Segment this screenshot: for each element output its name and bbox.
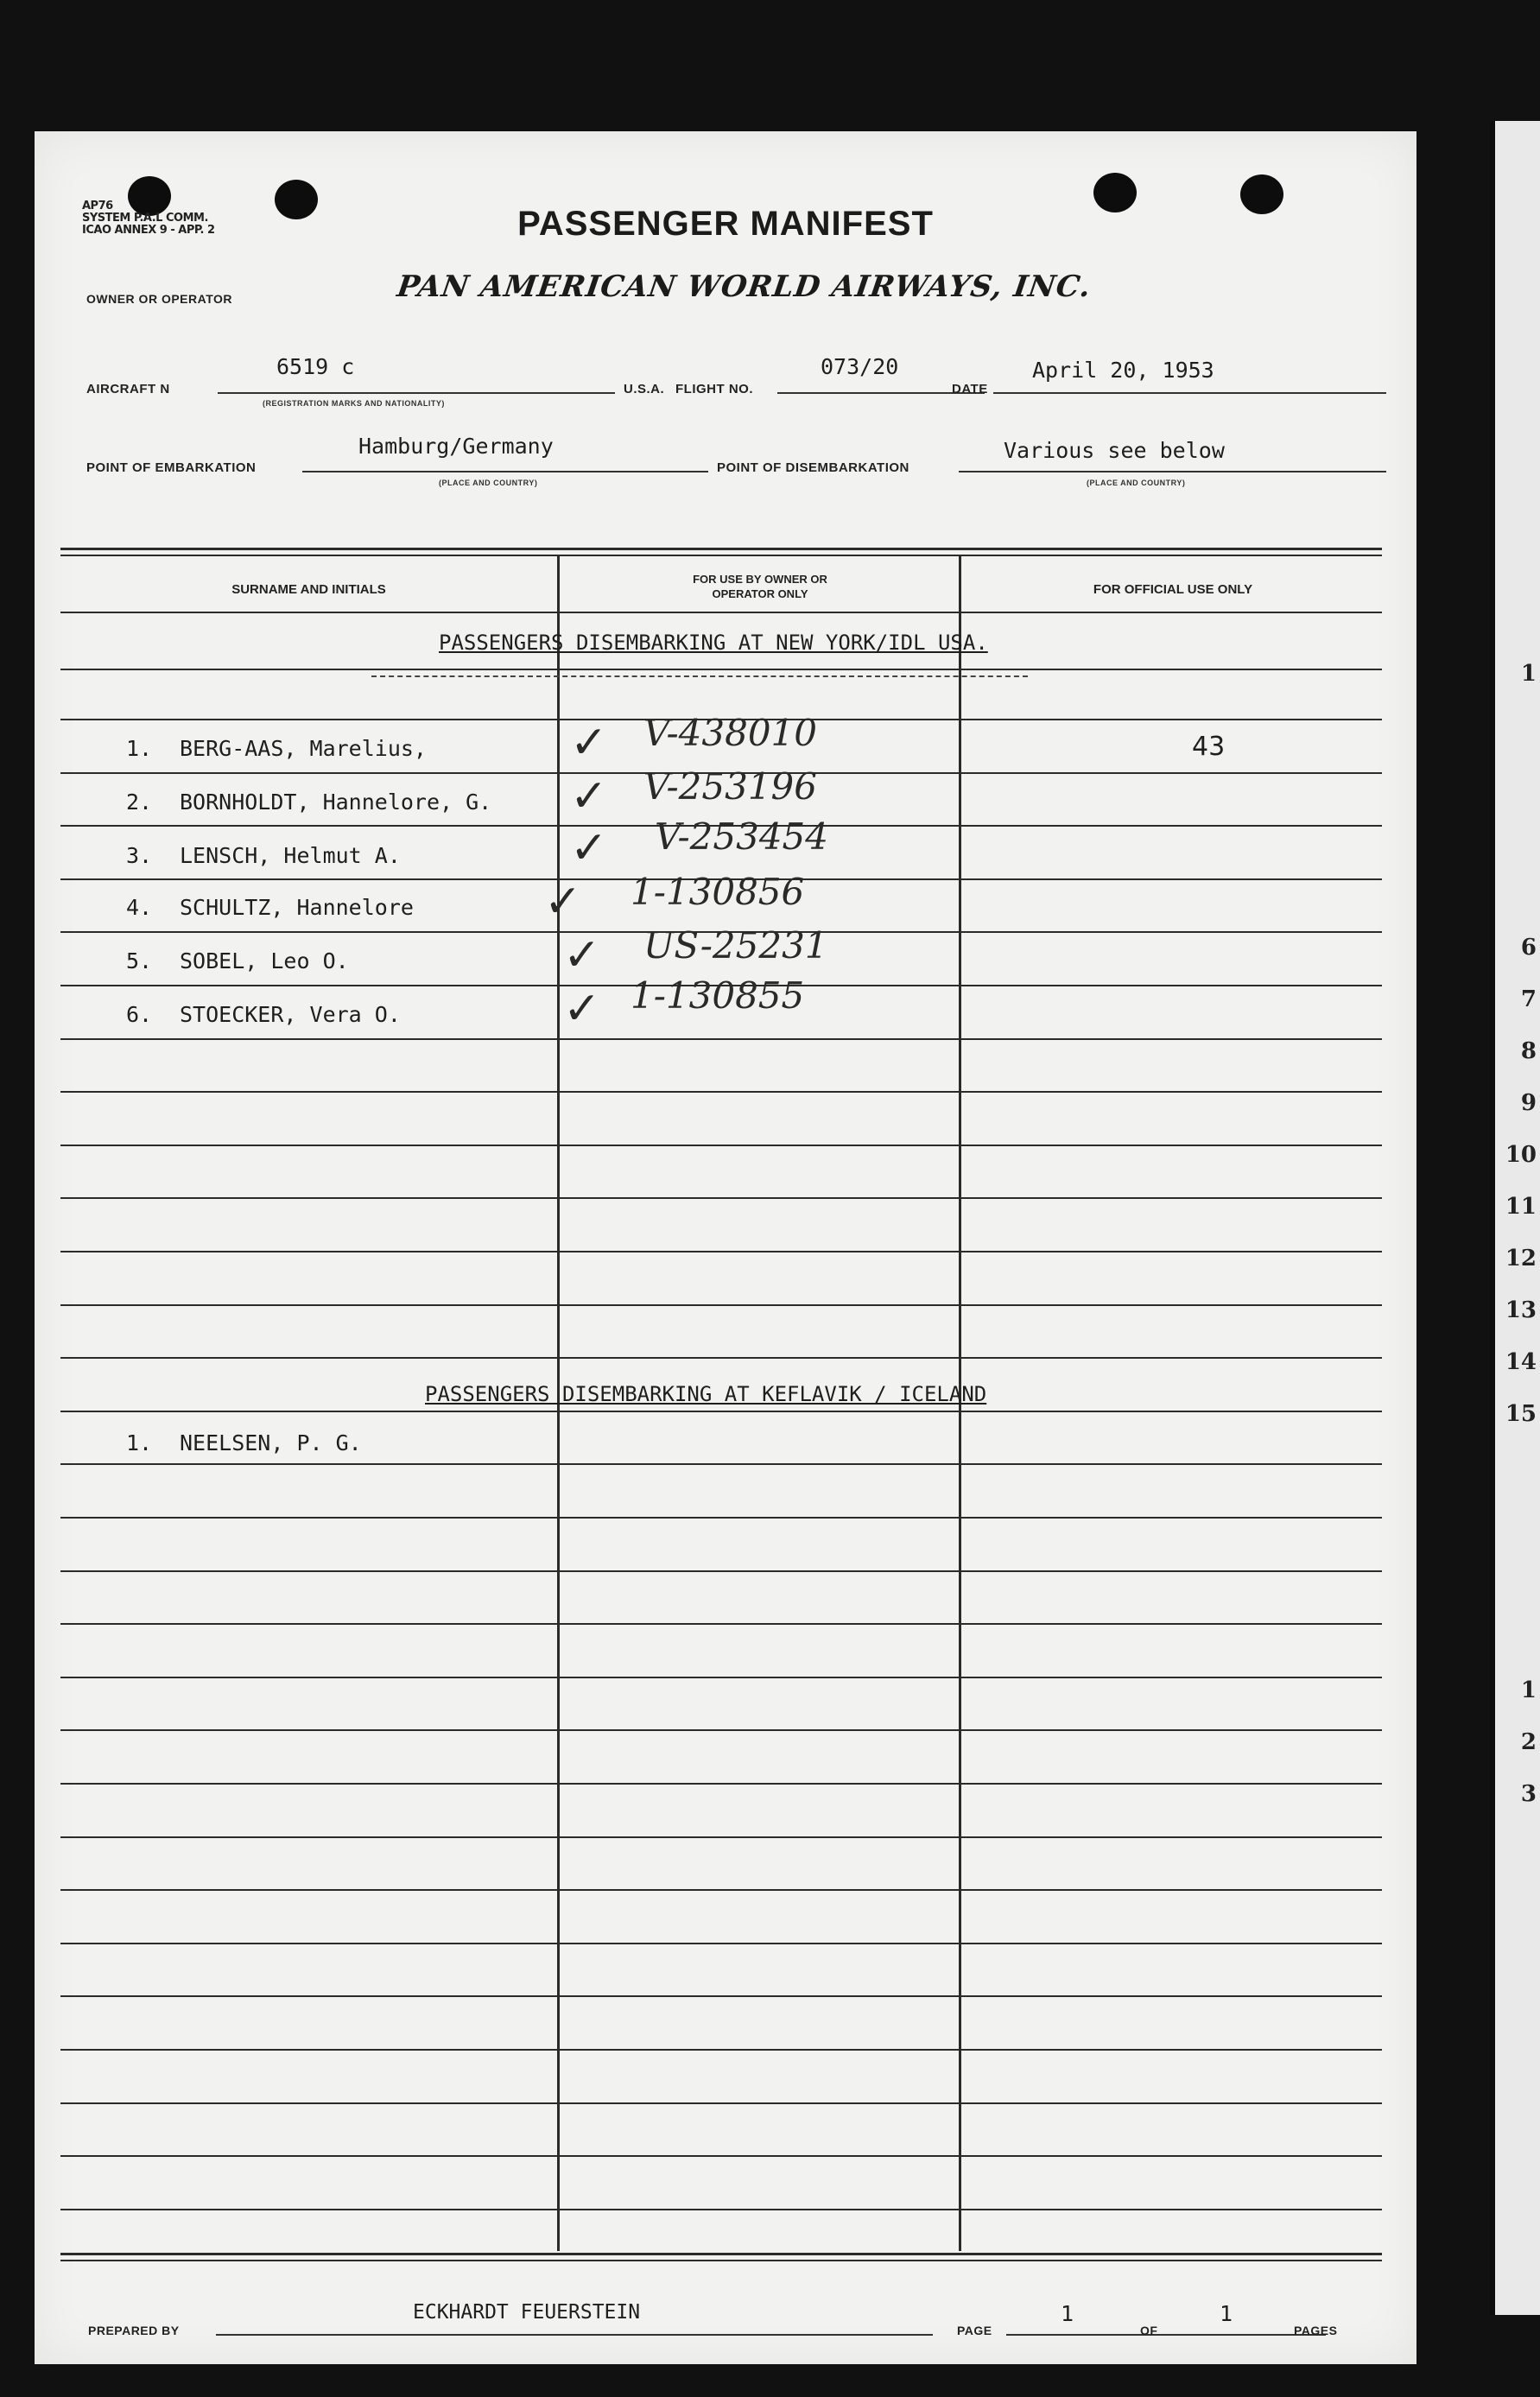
- aircraft-underline: [218, 392, 615, 394]
- adjacent-page-number: 6: [1520, 935, 1537, 961]
- embarkation-label: POINT OF EMBARKATION: [86, 460, 257, 475]
- flight-value: 073/20: [821, 354, 899, 379]
- table-rule-line: [60, 1943, 1382, 1944]
- owner-use-column-header: FOR USE BY OWNER OR OPERATOR ONLY: [693, 573, 827, 600]
- passenger-number: 6.: [126, 1002, 153, 1027]
- table-bottom-border: [60, 2253, 1382, 2255]
- page-label: PAGE: [957, 2324, 992, 2337]
- prepared-by-underline: [216, 2334, 933, 2336]
- adjacent-page-number: 7: [1520, 986, 1537, 1012]
- owner-note: 1-130855: [631, 974, 805, 1017]
- flight-label: FLIGHT NO.: [675, 382, 753, 396]
- prepared-by-value: ECKHARDT FEUERSTEIN: [413, 2301, 641, 2324]
- section-heading-new-york: PASSENGERS DISEMBARKING AT NEW YORK/IDL USA.: [439, 631, 988, 655]
- owner-note: US-25231: [643, 924, 828, 967]
- section-heading-keflavik: PASSENGERS DISEMBARKING AT KEFLAVIK / ICELAND: [425, 1382, 987, 1406]
- passenger-name: LENSCH, Helmut A.: [180, 843, 401, 868]
- adjacent-page-number: 12: [1505, 1246, 1537, 1271]
- adjacent-page-number: 10: [1505, 1142, 1537, 1168]
- adjacent-page-number: 9: [1520, 1090, 1537, 1116]
- aircraft-value: 6519 c: [276, 354, 355, 379]
- passenger-number: 1.: [126, 736, 153, 761]
- table-rule-line: [60, 1729, 1382, 1731]
- owner-note: V-253454: [655, 815, 828, 858]
- passenger-number: 3.: [126, 843, 153, 868]
- airline-name: PAN AMERICAN WORLD AIRWAYS, INC.: [395, 270, 1093, 304]
- table-rule-line: [60, 2049, 1382, 2051]
- official-use-column-header: FOR OFFICIAL USE ONLY: [1093, 582, 1253, 597]
- prepared-by-label: PREPARED BY: [88, 2324, 180, 2337]
- table-rule-line: [60, 2102, 1382, 2104]
- table-rule-line: [60, 1995, 1382, 1997]
- owner-note: V-253196: [643, 765, 817, 808]
- passenger-name: NEELSEN, P. G.: [180, 1430, 362, 1455]
- table-rule-line: [60, 1091, 1382, 1093]
- table-rule-line: [60, 1304, 1382, 1306]
- embarkation-underline: [302, 471, 708, 472]
- adjacent-page-number: 11: [1505, 1194, 1537, 1220]
- disembarkation-label: POINT OF DISEMBARKATION: [717, 460, 909, 475]
- pages-label: PAGES: [1294, 2324, 1338, 2337]
- surname-column-header: SURNAME AND INITIALS: [231, 582, 386, 597]
- table-rule-line: [60, 1463, 1382, 1465]
- table-rule-line: [60, 1038, 1382, 1040]
- adjacent-page-number: 1: [1520, 1677, 1537, 1703]
- table-rule-line: [60, 1357, 1382, 1359]
- disembarkation-value: Various see below: [1004, 438, 1225, 463]
- passenger-name: STOECKER, Vera O.: [180, 1002, 401, 1027]
- embarkation-caption: (PLACE AND COUNTRY): [439, 479, 538, 487]
- table-rule-line: [60, 2155, 1382, 2157]
- table-rule-line: [60, 1411, 1382, 1412]
- passenger-name: BORNHOLDT, Hannelore, G.: [180, 789, 492, 815]
- date-underline: [993, 392, 1386, 394]
- adjacent-page-number: 2: [1520, 1729, 1537, 1755]
- table-rule-line: [60, 1251, 1382, 1252]
- adjacent-page-number: 13: [1505, 1297, 1537, 1323]
- owner-note: 1-130856: [631, 871, 805, 913]
- of-value: 1: [1220, 2301, 1233, 2326]
- table-rule-line: [60, 1197, 1382, 1199]
- table-rule-line: [60, 1517, 1382, 1519]
- form-code: AP76 SYSTEM P.A.L COMM. ICAO ANNEX 9 - APP. 2: [82, 200, 215, 237]
- check-mark: ✓: [570, 717, 608, 769]
- table-top-border: [60, 555, 1382, 556]
- section-heading-rule: [371, 675, 1028, 679]
- registration-caption: (REGISTRATION MARKS AND NATIONALITY): [263, 399, 445, 408]
- table-rule-line: [60, 1889, 1382, 1891]
- aircraft-label: AIRCRAFT N: [86, 382, 170, 396]
- table-rule-line: [60, 612, 1382, 613]
- adjacent-page-number: 1: [1520, 661, 1537, 687]
- disembarkation-underline: [959, 471, 1386, 472]
- page-value: 1: [1061, 2301, 1074, 2326]
- table-rule-line: [60, 1783, 1382, 1785]
- passenger-number: 2.: [126, 789, 153, 815]
- of-label: OF: [1140, 2324, 1158, 2337]
- check-mark: ✓: [544, 876, 582, 928]
- check-mark: ✓: [563, 983, 601, 1035]
- table-rule-line: [60, 1145, 1382, 1146]
- table-top-border: [60, 548, 1382, 550]
- passenger-name: BERG-AAS, Marelius,: [180, 736, 427, 761]
- passenger-number: 4.: [126, 895, 153, 920]
- owner-label: OWNER OR OPERATOR: [86, 292, 232, 306]
- adjacent-page-strip: [1490, 121, 1540, 2315]
- owner-note: V-438010: [643, 712, 817, 754]
- passenger-name: SCHULTZ, Hannelore: [180, 895, 414, 920]
- table-rule-line: [60, 1836, 1382, 1838]
- table-bottom-border: [60, 2260, 1382, 2261]
- usa-label: U.S.A.: [624, 382, 665, 396]
- passenger-number: 5.: [126, 948, 153, 973]
- table-rule-line: [60, 1570, 1382, 1572]
- check-mark: ✓: [570, 770, 608, 822]
- date-label: DATE: [952, 382, 988, 396]
- adjacent-page-number: 15: [1505, 1401, 1537, 1427]
- page-title: PASSENGER MANIFEST: [517, 205, 934, 243]
- table-rule-line: [60, 1677, 1382, 1678]
- adjacent-page-number: 8: [1520, 1038, 1537, 1064]
- embarkation-value: Hamburg/Germany: [358, 434, 554, 459]
- table-rule-line: [60, 2209, 1382, 2210]
- disembarkation-caption: (PLACE AND COUNTRY): [1087, 479, 1186, 487]
- adjacent-page-number: 14: [1505, 1349, 1537, 1375]
- table-rule-line: [60, 1623, 1382, 1625]
- date-value: April 20, 1953: [1032, 358, 1214, 383]
- adjacent-page-number: 3: [1520, 1781, 1537, 1807]
- manifest-page: [35, 131, 1416, 2364]
- check-mark: ✓: [563, 929, 601, 981]
- official-note: 43: [1192, 732, 1226, 762]
- passenger-number: 1.: [126, 1430, 153, 1455]
- table-rule-line: [60, 669, 1382, 670]
- passenger-name: SOBEL, Leo O.: [180, 948, 349, 973]
- check-mark: ✓: [570, 822, 608, 874]
